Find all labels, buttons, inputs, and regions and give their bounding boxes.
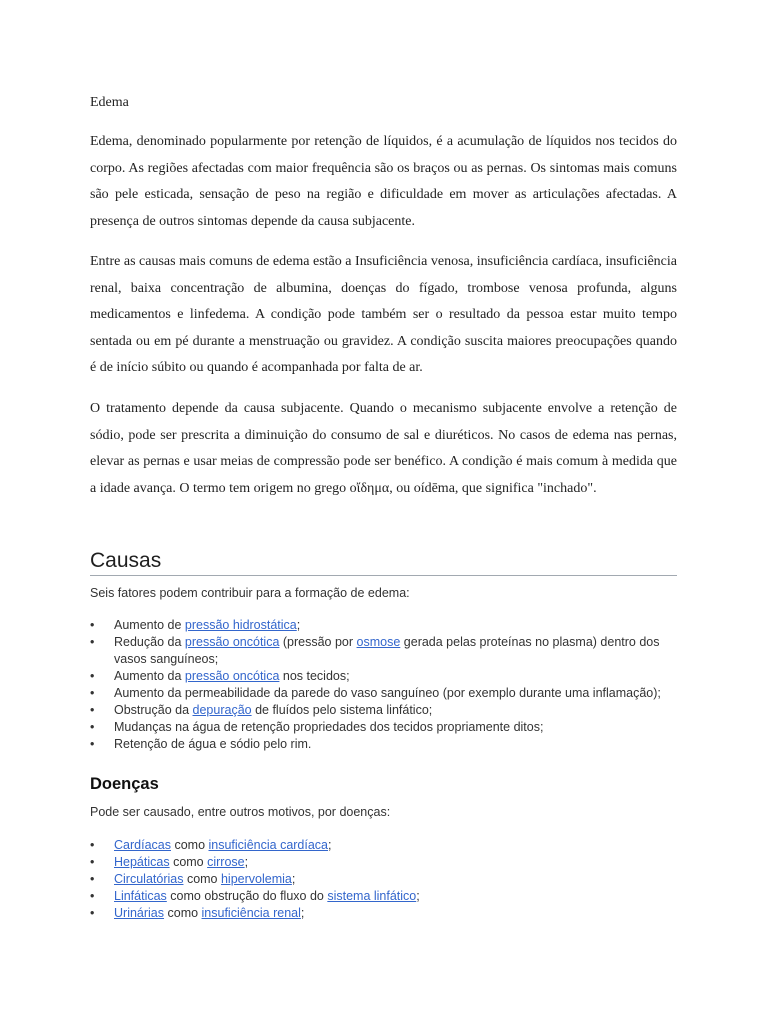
document-title: Edema: [90, 95, 129, 110]
link-pressao-hidrostatica[interactable]: pressão hidrostática: [184, 618, 297, 632]
section-heading-causas: Causas: [90, 548, 677, 576]
bullet-icon: •: [90, 668, 95, 683]
item-text: como obstrução do fluxo do: [166, 889, 328, 903]
link-depuracao[interactable]: depuração: [192, 702, 252, 717]
doencas-list: [90, 837, 690, 922]
list-item: [90, 702, 690, 719]
link-circulatorias[interactable]: Circulatórias: [114, 872, 184, 886]
list-item: [90, 736, 690, 753]
list-item: [90, 719, 690, 736]
bullet-icon: •: [90, 702, 95, 717]
bullet-icon: •: [90, 618, 95, 632]
link-sistema-linfatico[interactable]: sistema linfático: [327, 889, 417, 903]
item-text: ;: [244, 855, 249, 869]
item-text: ;: [300, 906, 305, 920]
item-text: Obstrução da: [114, 702, 193, 717]
list-item: [90, 888, 690, 905]
link-osmose[interactable]: osmose: [356, 635, 401, 649]
bullet-icon: •: [90, 838, 95, 852]
bullet-icon: •: [90, 889, 95, 903]
item-text: de fluídos pelo sistema linfático;: [251, 702, 433, 717]
link-hipervolemia[interactable]: hipervolemia: [220, 872, 292, 886]
link-cardiacas[interactable]: Cardíacas: [114, 838, 171, 852]
bullet-icon: •: [90, 906, 95, 920]
bullet-icon: •: [90, 855, 95, 869]
list-item: [90, 617, 690, 634]
bullet-icon: •: [90, 872, 95, 886]
item-text: como: [164, 906, 202, 920]
item-text: como: [170, 838, 209, 852]
item-text: ;: [291, 872, 296, 886]
link-cirrose[interactable]: cirrose: [207, 855, 245, 869]
item-text: Retenção de água e sódio pelo rim.: [114, 736, 312, 751]
section-heading-doencas: Doenças: [90, 775, 159, 793]
item-text: Aumento da: [114, 668, 185, 683]
list-item: [90, 634, 690, 667]
link-pressao-oncotica[interactable]: pressão oncótica: [184, 635, 280, 649]
link-insuficiencia-cardiaca[interactable]: insuficiência cardíaca: [208, 838, 329, 852]
item-text: Aumento de: [114, 618, 185, 632]
item-text: Redução da: [114, 635, 185, 649]
item-text: nos tecidos;: [279, 668, 350, 683]
item-text: (pressão por: [279, 635, 357, 649]
list-item: [90, 837, 690, 854]
paragraph-definition: Edema, denominado popularmente por retenção de líquidos, é a acumulação de líquidos nos tecidos do corpo. As regiões afectadas com maior frequência são os braços ou as pernas. Os sintomas mais comuns são pele esticada, sensação de peso na região e dificuldade em mover as articulações afectadas. A presença de outros sintomas depende da causa subjacente.: [90, 134, 677, 229]
paragraph-treatment: O tratamento depende da causa subjacente. Quando o mecanismo subjacente envolve a retenção de sódio, pode ser prescrita a diminuição do consumo de sal e diuréticos. No casos de edema nas pernas, elevar as pernas e usar meias de compressão pode ser benéfico. A condição é mais comum à medida que a idade avança. O termo tem origem no grego οἴδημα, ou oídēma, que significa "inchado".: [90, 401, 677, 496]
list-item: [90, 854, 690, 871]
doencas-intro: Pode ser causado, entre outros motivos, por doenças:: [90, 805, 391, 819]
item-text: como: [169, 855, 208, 869]
causas-intro: Seis fatores podem contribuir para a formação de edema:: [90, 586, 410, 600]
list-item: [90, 668, 690, 685]
item-text: Mudanças na água de retenção propriedades dos tecidos propriamente ditos;: [114, 719, 544, 734]
bullet-icon: •: [90, 719, 95, 734]
link-insuficiencia-renal[interactable]: insuficiência renal: [201, 906, 301, 920]
link-hepaticas[interactable]: Hepáticas: [114, 855, 170, 869]
link-pressao-oncotica[interactable]: pressão oncótica: [184, 668, 280, 683]
list-item: [90, 871, 690, 888]
item-text: Aumento da permeabilidade da parede do vaso sanguíneo (por exemplo durante uma inflamação);: [114, 685, 661, 700]
bullet-icon: •: [90, 635, 95, 649]
link-urinarias[interactable]: Urinárias: [114, 906, 165, 920]
causas-list: [90, 617, 690, 753]
item-text: ;: [416, 889, 420, 903]
list-item: [90, 905, 690, 922]
list-item: [90, 685, 690, 702]
link-linfaticas[interactable]: Linfáticas: [114, 889, 167, 903]
item-text: ;: [296, 618, 301, 632]
item-text: ;: [328, 838, 332, 852]
item-text: gerada pelas proteínas no plasma) dentro dos vasos sanguíneos;: [114, 635, 660, 666]
bullet-icon: •: [90, 685, 95, 700]
bullet-icon: •: [90, 736, 95, 751]
item-text: como: [183, 872, 221, 886]
paragraph-causes: Entre as causas mais comuns de edema estão a Insuficiência venosa, insuficiência cardíaca, insuficiência renal, baixa concentração de albumina, doenças do fígado, trombose venosa profunda, alguns medicamentos e linfedema. A condição pode também ser o resultado da pessoa estar muito tempo sentada ou em pé durante a menstruação ou gravidez. A condição suscita maiores preocupações quando é de início súbito ou quando é acompanhada por falta de ar.: [90, 254, 677, 375]
